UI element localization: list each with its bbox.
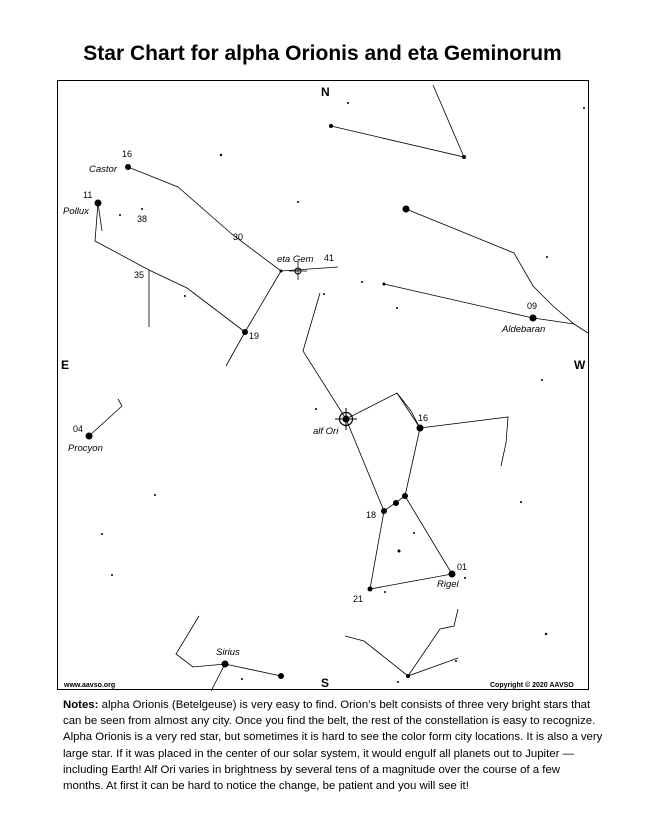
- mag-label: 16: [122, 149, 133, 159]
- mag-label: 35: [134, 270, 145, 280]
- mag-label: 09: [527, 301, 538, 311]
- bg-star: [464, 577, 466, 579]
- star-top: [329, 124, 333, 128]
- line-canis-minor-upper: [118, 399, 122, 406]
- bg-star: [520, 501, 522, 503]
- line-orion-body: [303, 293, 420, 428]
- label-eta-gem: eta Gem: [277, 254, 314, 265]
- star-orion-belt-1: [393, 500, 399, 506]
- line-lepus: [345, 636, 458, 676]
- bg-star: [119, 214, 121, 216]
- notes-text: alpha Orionis (Betelgeuse) is very easy to find. Orion’s belt consists of three very bright stars that can be seen from almost any city. Once you find the belt, the rest of the constellation is easy to recognize. Alpha Orionis is a very red star, but sometimes it is hard to see the color form city locations. It is also a very large star. If it was placed in the center of our solar system, it would engulf all planets out to Jupiter —including Earth! Alf Ori varies in brightness by several tens of a magnitude over the course of a few months. At first it can be hard to notice the change, be patient and you will see it!: [63, 699, 603, 793]
- label-procyon: Procyon: [68, 443, 103, 454]
- line-gemini-south: [95, 203, 245, 332]
- line-canis-major: [176, 616, 281, 676]
- copyright: Copyright © 2020 AAVSO: [490, 682, 574, 689]
- direction-east: E: [61, 358, 70, 372]
- stars: [86, 102, 586, 683]
- mag-label: 04: [73, 424, 84, 434]
- mag-label: 19: [249, 331, 260, 341]
- line-gemini-pollux: [98, 203, 102, 231]
- label-sirius: Sirius: [216, 647, 240, 658]
- bg-star: [396, 307, 398, 309]
- bg-star: [241, 678, 243, 680]
- line-taurus-lower: [384, 284, 574, 324]
- star-eta-gem-anchor: [280, 270, 283, 273]
- star-top-right: [462, 155, 466, 159]
- direction-south: S: [321, 676, 330, 690]
- bg-star: [220, 154, 222, 156]
- bg-star: [323, 293, 325, 295]
- bg-star: [315, 408, 317, 410]
- line-orion-shield: [420, 417, 508, 466]
- chart-title: Star Chart for alpha Orionis and eta Geminorum: [83, 42, 562, 65]
- mag-label: 18: [366, 510, 377, 520]
- mag-label: 16: [418, 413, 429, 423]
- star-orion-belt-2: [402, 493, 408, 499]
- label-rigel: Rigel: [437, 579, 459, 590]
- bg-star: [455, 660, 457, 662]
- bg-star: [413, 532, 415, 534]
- star-rigel: [449, 571, 456, 578]
- label-alf-ori: alf Ori: [313, 426, 339, 437]
- star-aldebaran: [530, 315, 537, 322]
- line-orion-side: [370, 428, 452, 589]
- mag-label: 30: [233, 232, 244, 242]
- mag-label: 41: [324, 253, 335, 263]
- constellation-lines: [89, 85, 588, 691]
- notes-paragraph: [63, 697, 603, 794]
- line-canis-major-tail: [211, 664, 225, 691]
- star-sirius: [222, 661, 229, 668]
- bg-star: [545, 633, 547, 635]
- mag-label: 21: [353, 594, 364, 604]
- bg-star: [111, 574, 113, 576]
- line-top-constellation: [331, 85, 464, 157]
- bg-star: [383, 283, 386, 286]
- star-procyon: [86, 433, 93, 440]
- bg-star: [384, 591, 386, 593]
- line-canis-minor: [89, 406, 122, 436]
- bg-star: [347, 102, 349, 104]
- direction-north: N: [321, 85, 330, 99]
- bg-star: [398, 550, 401, 553]
- star-castor: [125, 164, 131, 170]
- star-gemini-19: [242, 329, 248, 335]
- bg-star: [397, 681, 399, 683]
- mag-label: 11: [83, 190, 93, 200]
- site-url: www.aavso.org: [64, 682, 116, 689]
- bg-star: [141, 208, 143, 210]
- bg-star: [361, 281, 363, 283]
- line-lepus-ears: [408, 609, 458, 676]
- star-orion-16: [417, 425, 424, 432]
- star-taurus-bright: [403, 206, 410, 213]
- label-pollux: Pollux: [63, 206, 89, 217]
- bg-star: [184, 295, 186, 297]
- star-map: [58, 81, 590, 691]
- bg-star: [154, 494, 156, 496]
- star-pollux: [95, 200, 102, 207]
- mag-label: 01: [457, 562, 468, 572]
- bg-star: [297, 201, 299, 203]
- mag-label: 38: [137, 214, 148, 224]
- star-lepus: [406, 674, 410, 678]
- star-chart: [57, 80, 589, 690]
- line-orion-belt: [346, 419, 384, 511]
- direction-west: W: [574, 358, 586, 372]
- notes-label: Notes:: [63, 699, 99, 711]
- bg-star: [101, 533, 103, 535]
- label-aldebaran: Aldebaran: [502, 324, 546, 335]
- label-castor: Castor: [89, 164, 117, 175]
- bg-star: [541, 379, 543, 381]
- bg-star: [546, 256, 548, 258]
- star-orion-21: [368, 587, 373, 592]
- star-canis-major-east: [278, 673, 284, 679]
- bg-star: [583, 107, 585, 109]
- line-taurus-upper: [406, 209, 588, 333]
- star-orion-18: [381, 508, 387, 514]
- line-gemini-feet: [226, 271, 281, 366]
